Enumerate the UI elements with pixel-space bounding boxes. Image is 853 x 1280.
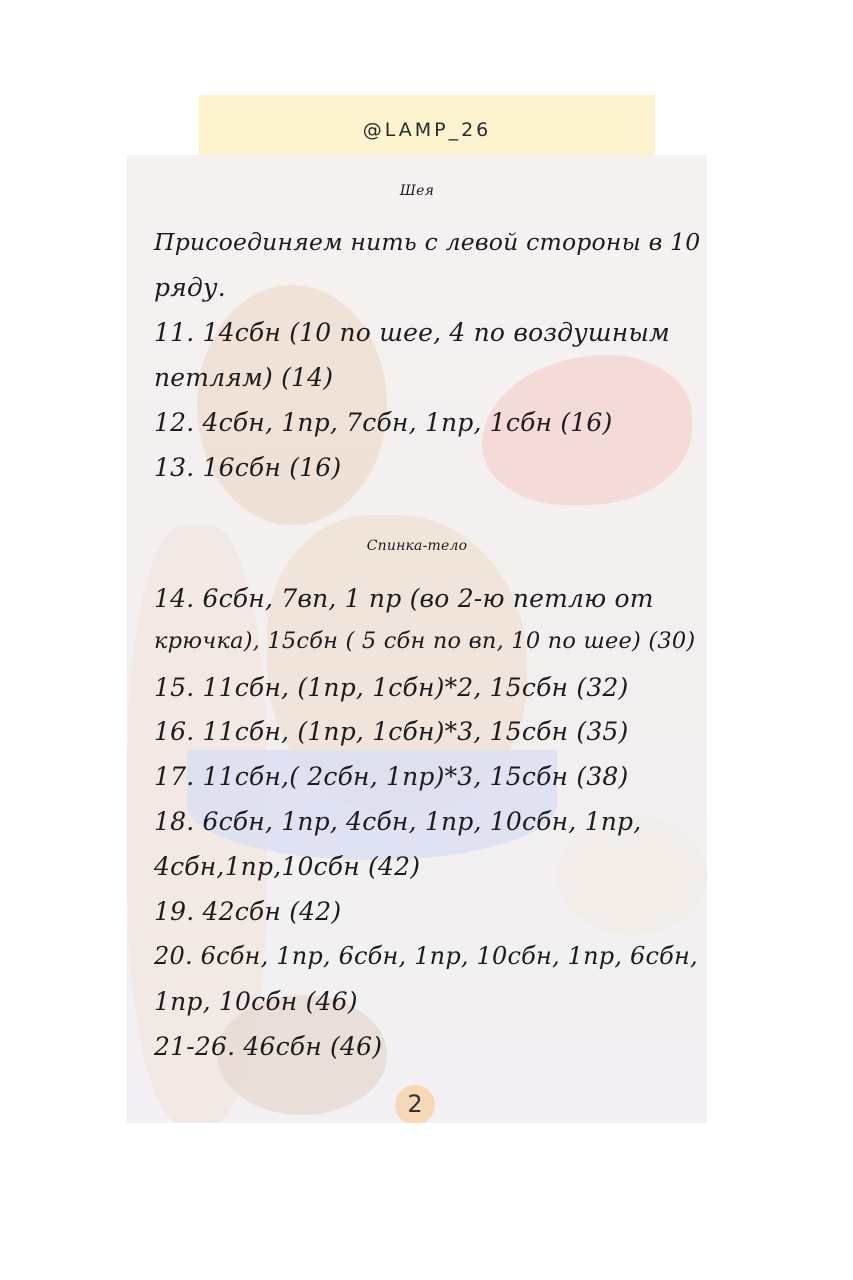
pattern-line: ряду. bbox=[154, 273, 226, 302]
pattern-line: крючка), 15сбн ( 5 сбн по вп, 10 по шее) (30) bbox=[154, 628, 696, 654]
pattern-line: 14. 6сбн, 7вп, 1 пр (во 2-ю петлю от bbox=[154, 584, 654, 613]
pattern-card bbox=[127, 155, 707, 1123]
pattern-line: 13. 16сбн (16) bbox=[154, 453, 342, 482]
pattern-line: 11. 14сбн (10 по шее, 4 по воздушным bbox=[154, 318, 670, 347]
pattern-line: 18. 6сбн, 1пр, 4сбн, 1пр, 10сбн, 1пр, bbox=[154, 807, 642, 836]
section-title-back-body: Спинка-тело bbox=[366, 538, 468, 554]
page-number: 2 bbox=[407, 1090, 423, 1118]
pattern-line: 12. 4сбн, 1пр, 7сбн, 1пр, 1сбн (16) bbox=[154, 408, 613, 437]
instagram-handle: @LAMP_26 bbox=[362, 119, 492, 141]
pattern-line: 21-26. 46сбн (46) bbox=[154, 1032, 383, 1061]
pattern-line: 4сбн,1пр,10сбн (42) bbox=[154, 852, 421, 881]
pattern-line: 15. 11сбн, (1пр, 1сбн)*2, 15сбн (32) bbox=[154, 673, 629, 702]
pattern-line: 17. 11сбн,( 2сбн, 1пр)*3, 15сбн (38) bbox=[154, 762, 629, 791]
pattern-line: Присоединяем нить с левой стороны в 10 bbox=[154, 228, 701, 256]
pattern-line: 19. 42сбн (42) bbox=[154, 897, 342, 926]
pattern-line: 20. 6сбн, 1пр, 6сбн, 1пр, 10сбн, 1пр, 6сбн, bbox=[154, 942, 698, 970]
section-title-neck: Шея bbox=[399, 183, 435, 199]
pattern-line: петлям) (14) bbox=[154, 363, 334, 392]
pattern-line: 1пр, 10сбн (46) bbox=[154, 987, 358, 1016]
pattern-line: 16. 11сбн, (1пр, 1сбн)*3, 15сбн (35) bbox=[154, 717, 629, 746]
